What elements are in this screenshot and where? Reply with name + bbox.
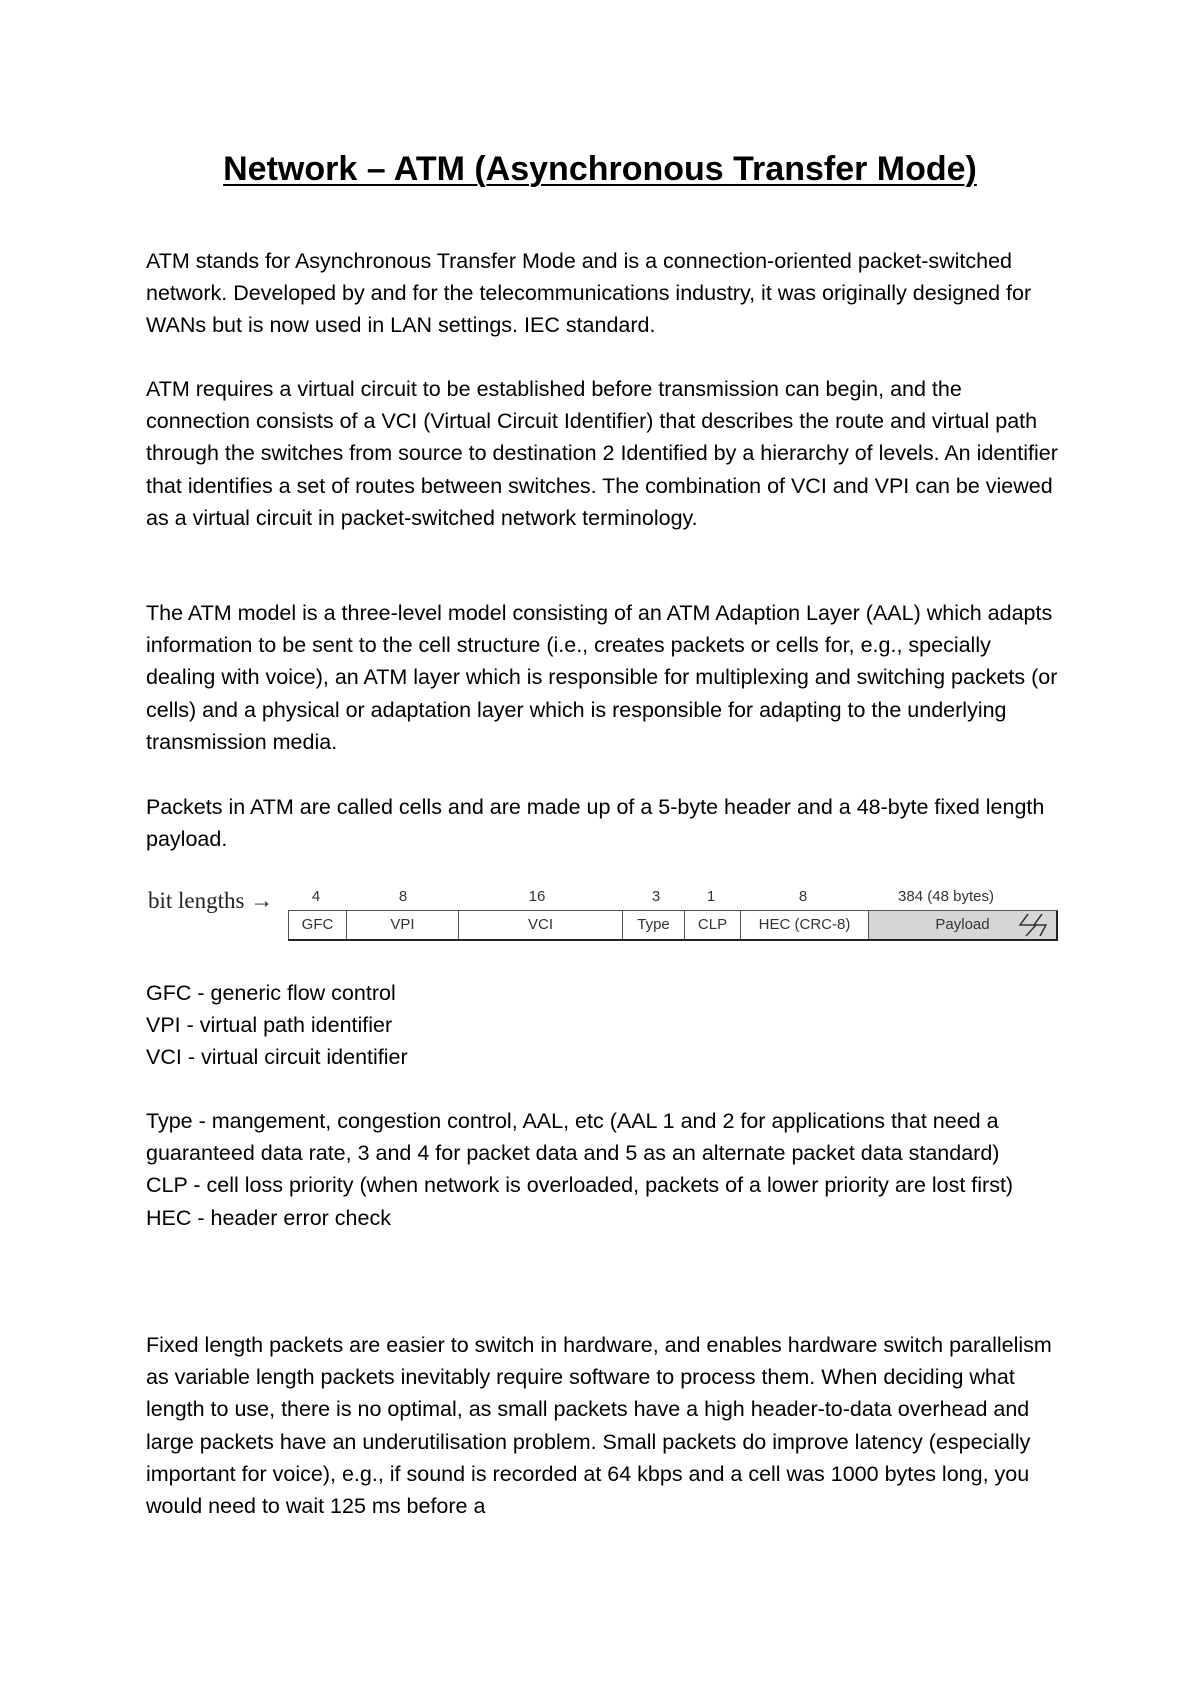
- bit-length-payload: 384 (48 bytes): [898, 888, 994, 905]
- paragraph-virtual-circuit: ATM requires a virtual circuit to be established before transmission can begin, and the connection consists of a VCI (Virtual Circuit Identifier) that describes the route and virtual path through the switches from source to destination 2 Identified by a hierarchy of levels. An identifier that identifies a set of routes between switches. The combination of VCI and VPI can be viewed as a virtual circuit in packet-switched network terminology.: [146, 377, 1058, 530]
- field-type: Type: [622, 911, 684, 939]
- field-vci: VCI: [458, 911, 622, 939]
- definition-gfc: GFC - generic flow control: [146, 981, 396, 1005]
- bit-length-row: [146, 888, 1066, 908]
- paragraph-cells: Packets in ATM are called cells and are made up of a 5-byte header and a 48-byte fixed length payload.: [146, 795, 1045, 852]
- definition-type: Type - mangement, congestion control, AAL, etc (AAL 1 and 2 for applications that need a guaranteed data rate, 3 and 4 for packet data and 5 as an alternate packet data standard): [146, 1109, 1000, 1166]
- field-vpi: VPI: [346, 911, 458, 939]
- cell-fields: [288, 910, 1058, 941]
- field-gfc: GFC: [288, 911, 346, 939]
- field-payload: [868, 911, 1058, 939]
- definition-hec: HEC - header error check: [146, 1205, 391, 1230]
- paragraph-fixed-length: Fixed length packets are easier to switch in hardware, and enables hardware switch parallelism as variable length packets inevitably require software to process them. When deciding what length to use, there is no optimal, as small packets have a high header-to-data overhead and large packets have an underutilisation problem. Small packets do improve latency (especially important for voice), e.g., if sound is recorded at 64 kbps and a cell was 1000 bytes long, you would need to wait 125 ms before a: [146, 1333, 1052, 1519]
- bit-length-clp: 1: [706, 888, 716, 905]
- definitions-list-1: [146, 977, 1066, 1074]
- atm-cell-diagram: [146, 880, 1066, 950]
- bit-length-vci: 16: [528, 888, 546, 905]
- field-clp: CLP: [684, 911, 740, 939]
- definition-vci: VCI - virtual circuit identifier: [146, 1045, 408, 1070]
- definition-vpi: VPI - virtual path identifier: [146, 1013, 393, 1038]
- bit-length-gfc: 4: [311, 888, 321, 905]
- field-hec: HEC (CRC-8): [740, 911, 868, 939]
- bit-length-type: 3: [651, 888, 661, 905]
- paragraph-atm-model: The ATM model is a three-level model consisting of an ATM Adaption Layer (AAL) which adapts information to be sent to the cell structure (i.e., creates packets or cells for, e.g., specially dealing with voice), an ATM layer which is responsible for multiplexing and switching packets (or cells) and a physical or adaptation layer which is responsible for adapting to the underlying transmission media.: [146, 601, 1058, 754]
- bit-length-vpi: 8: [398, 888, 408, 905]
- continuation-break-icon: [1014, 913, 1048, 937]
- definition-clp: CLP - cell loss priority (when network is overloaded, packets of a lower priority are lost first): [146, 1173, 1014, 1198]
- definitions-list-2: [146, 1105, 1066, 1234]
- field-payload-label: Payload: [935, 916, 990, 933]
- paragraph-intro: ATM stands for Asynchronous Transfer Mode and is a connection-oriented packet-switched network. Developed by and for the telecommunications industry, it was originally designed for WANs but is now used in LAN settings. IEC standard.: [146, 249, 1032, 338]
- page-title: Network – ATM (Asynchronous Transfer Mode): [223, 150, 977, 188]
- bit-lengths-label: bit lengths →: [148, 888, 274, 913]
- bit-length-hec: 8: [798, 888, 808, 905]
